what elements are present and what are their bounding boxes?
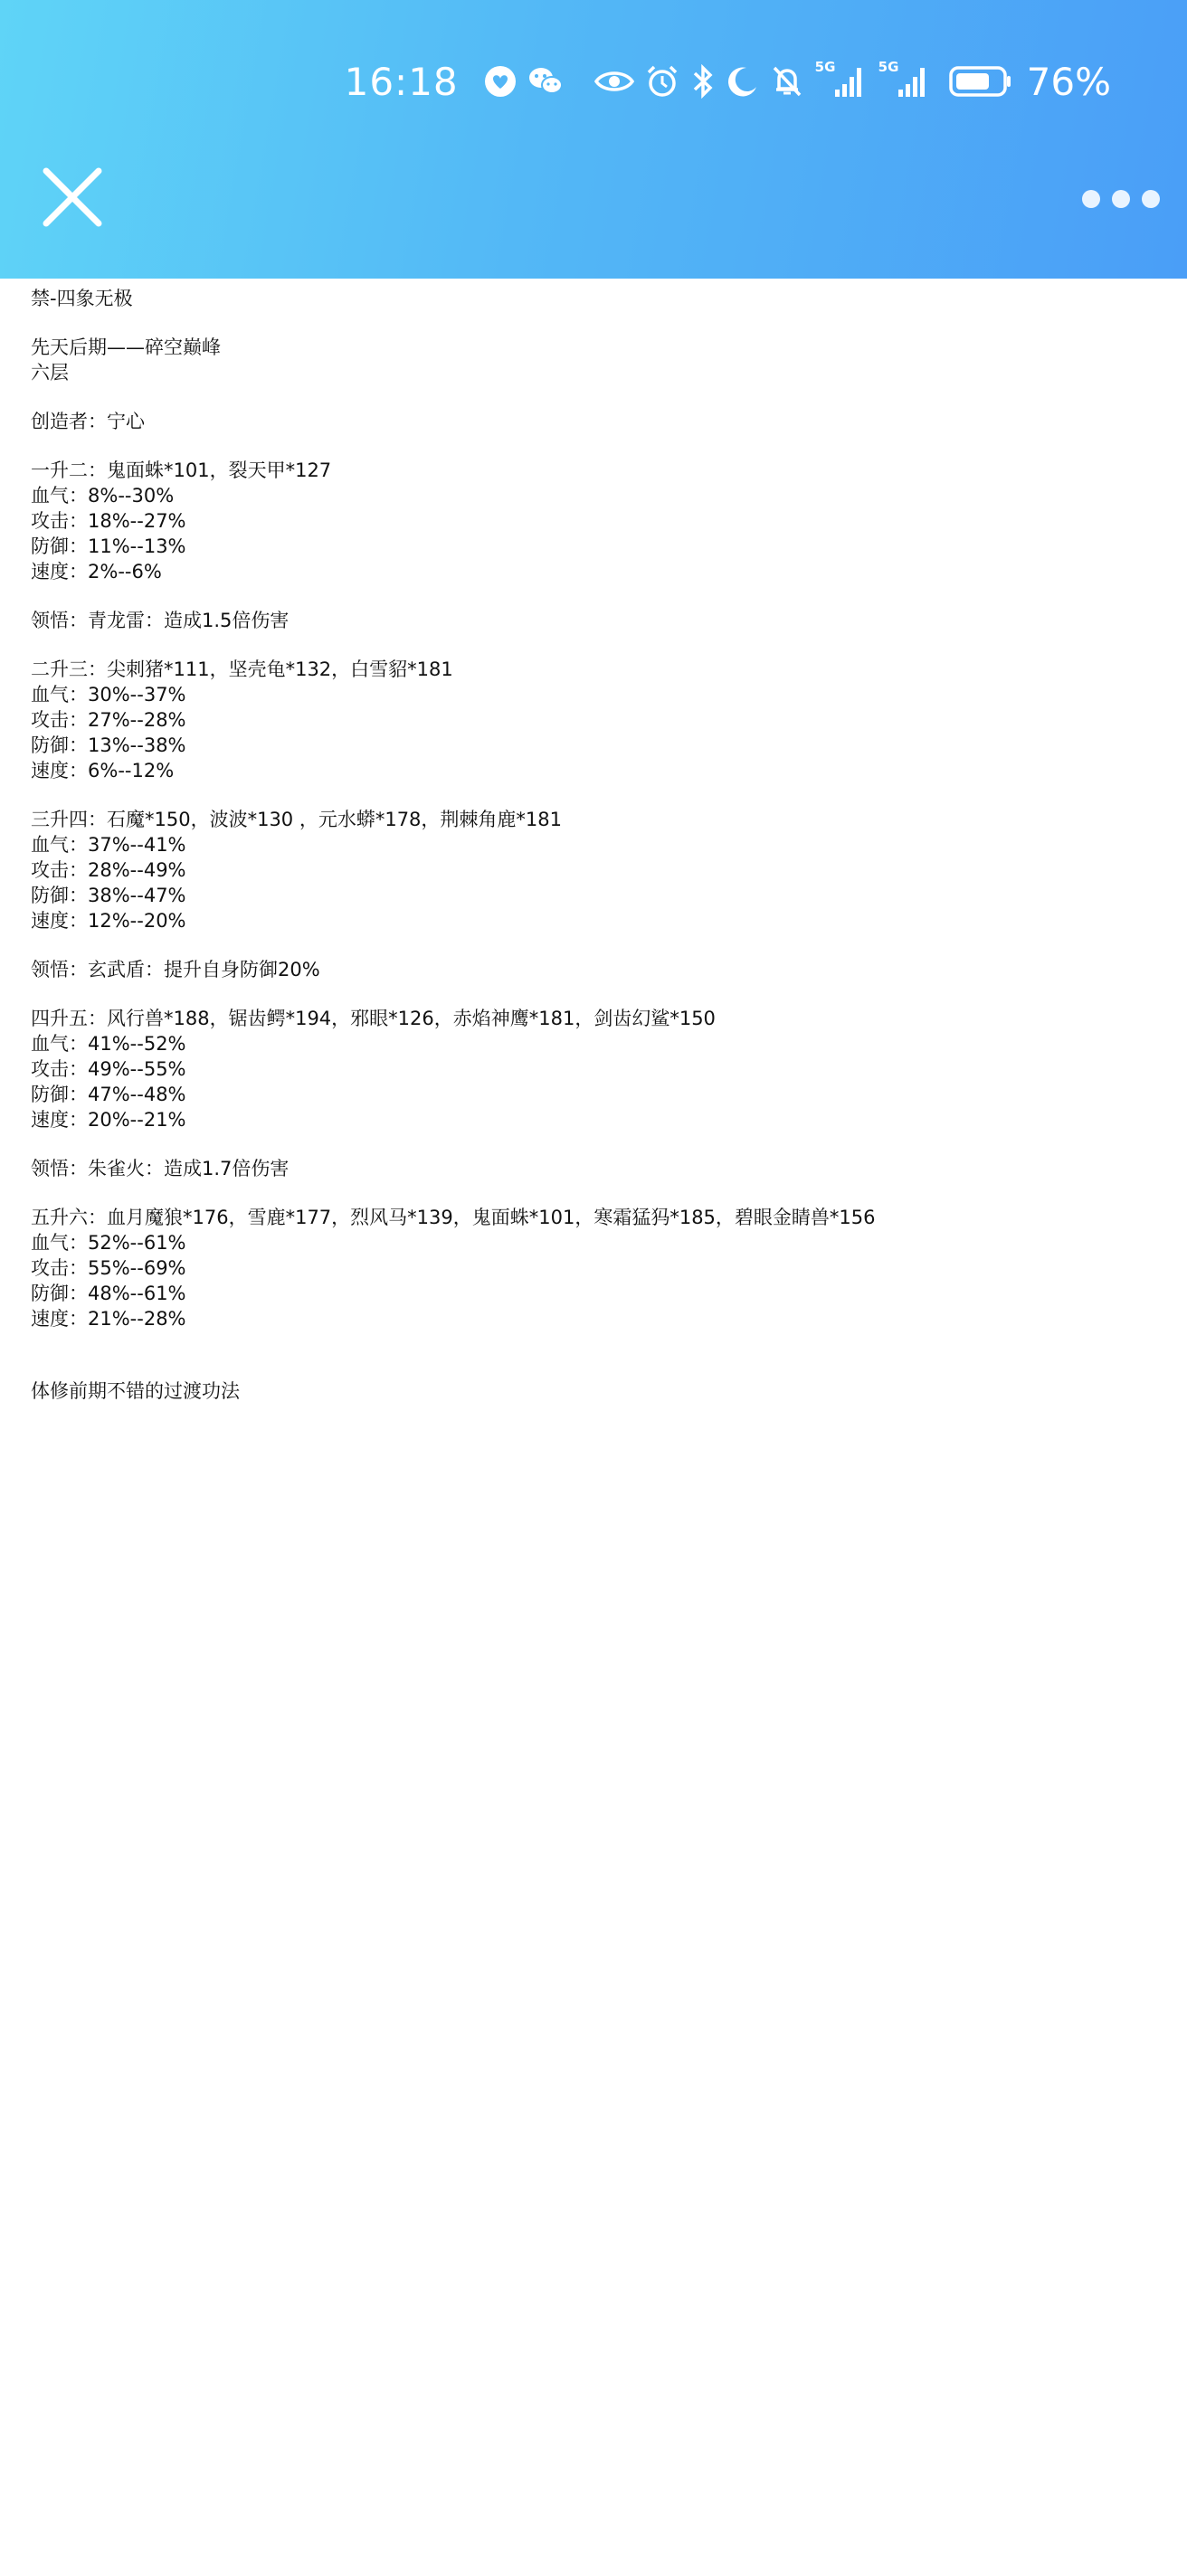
stage-4-def: 防御：47%--48% — [31, 1084, 186, 1105]
insight-1: 领悟：青龙雷：造成1.5倍伤害 — [31, 610, 290, 631]
battery-percent: 76% — [1026, 59, 1111, 104]
stage-3-spd: 速度：12%--20% — [31, 910, 186, 932]
stage-1-atk: 攻击：18%--27% — [31, 510, 186, 532]
network-label: 5G — [814, 59, 836, 75]
doc-title: 禁-四象无极 — [31, 288, 133, 309]
stage-1-hp: 血气：8%--30% — [31, 485, 175, 507]
status-time: 16:18 — [344, 59, 459, 104]
stage-5-def: 防御：48%--61% — [31, 1283, 186, 1304]
doc-realm: 先天后期——碎空巅峰 — [31, 336, 221, 358]
stage-1-spd: 速度：2%--6% — [31, 561, 162, 582]
stage-3-hp: 血气：37%--41% — [31, 834, 186, 856]
doc-layers: 六层 — [31, 362, 69, 384]
stage-5-hp: 血气：52%--61% — [31, 1232, 186, 1254]
stage-2-atk: 攻击：27%--28% — [31, 709, 186, 731]
stage-1-header: 一升二：鬼面蛛*101，裂天甲*127 — [31, 459, 332, 481]
stage-5-header: 五升六：血月魔狼*176，雪鹿*177，烈风马*139，鬼面蛛*101，寒霜猛犸*185，碧眼金睛兽*156 — [31, 1207, 876, 1228]
stage-5-spd: 速度：21%--28% — [31, 1308, 186, 1330]
app-header — [0, 0, 1187, 279]
stage-1-def: 防御：11%--13% — [31, 535, 186, 557]
close-button[interactable] — [36, 161, 109, 233]
insight-3: 领悟：朱雀火：造成1.7倍伤害 — [31, 1158, 290, 1179]
battery-icon — [949, 65, 1012, 98]
stage-2-def: 防御：13%--38% — [31, 734, 186, 756]
document-body — [31, 286, 1153, 1404]
stage-4-atk: 攻击：49%--55% — [31, 1058, 186, 1080]
stage-4-spd: 速度：20%--21% — [31, 1109, 186, 1131]
more-icon-dot — [1082, 190, 1100, 208]
stage-2-spd: 速度：6%--12% — [31, 760, 175, 781]
more-icon-dot — [1142, 190, 1160, 208]
mute-bell-icon — [770, 64, 804, 99]
health-icon — [484, 65, 517, 98]
moon-icon — [726, 65, 759, 98]
stage-3-atk: 攻击：28%--49% — [31, 859, 186, 881]
stage-4-hp: 血气：41%--52% — [31, 1033, 186, 1055]
alarm-icon — [645, 64, 679, 99]
status-bar — [0, 52, 1187, 110]
stage-2-hp: 血气：30%--37% — [31, 684, 186, 706]
insight-2: 领悟：玄武盾：提升自身防御20% — [31, 959, 320, 980]
stage-3-header: 三升四：石魔*150，波波*130 ，元水蟒*178，荆棘角鹿*181 — [31, 809, 563, 830]
close-icon — [43, 167, 102, 227]
stage-5-atk: 攻击：55%--69% — [31, 1257, 186, 1279]
stage-3-def: 防御：38%--47% — [31, 885, 186, 906]
doc-creator: 创造者：宁心 — [31, 411, 145, 432]
bluetooth-icon — [690, 64, 716, 99]
more-icon-dot — [1112, 190, 1130, 208]
more-button[interactable] — [1082, 177, 1160, 221]
stage-4-header: 四升五：风行兽*188，锯齿鳄*194，邪眼*126，赤焰神鹰*181，剑齿幻鲨*150 — [31, 1008, 716, 1029]
signal-icon — [814, 59, 868, 99]
doc-note: 体修前期不错的过渡功法 — [31, 1380, 240, 1402]
wechat-icon — [527, 65, 564, 98]
network-label-2: 5G — [878, 59, 899, 75]
signal-icon-2 — [878, 59, 931, 99]
stage-2-header: 二升三：尖刺猪*111，坚壳龟*132，白雪貂*181 — [31, 658, 453, 680]
eye-icon — [594, 68, 634, 95]
